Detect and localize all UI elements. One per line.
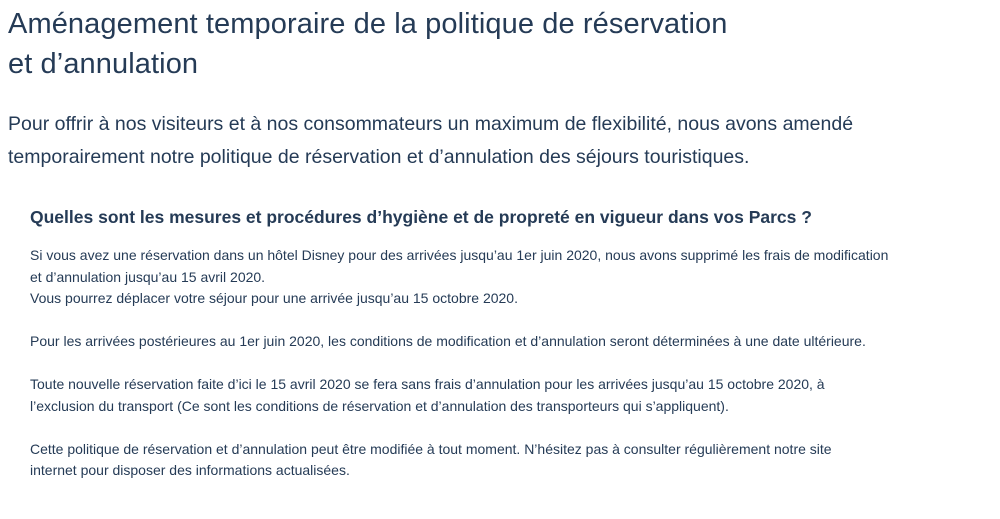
answer-p4-line-1: Cette politique de réservation et d’annulation peut être modifiée à tout moment. N’hésitez pas à consulter régulièrement notre site — [30, 440, 832, 457]
answer-paragraph-1 — [30, 245, 990, 310]
answer-p1-line-2: et d’annulation jusqu’au 15 avril 2020. — [30, 268, 266, 285]
faq-question: Quelles sont les mesures et procédures d’hygiène et de propreté en vigueur dans vos Parcs ? — [30, 207, 812, 227]
answer-paragraph-2: Pour les arrivées postérieures au 1er juin 2020, les conditions de modification et d’annulation seront déterminées à une date ultérieure. — [30, 333, 866, 349]
intro-line-2: temporairement notre politique de réservation et d’annulation des séjours touristiques. — [8, 146, 750, 168]
faq-section — [30, 203, 990, 482]
faq-answer — [30, 245, 990, 482]
answer-paragraph-3 — [30, 374, 990, 417]
answer-p3-line-1: Toute nouvelle réservation faite d’ici le 15 avril 2020 se fera sans frais d’annulation pour les arrivées jusqu’au 15 octobre 2020, à — [30, 376, 825, 392]
answer-p1-line-1: Si vous avez une réservation dans un hôtel Disney pour des arrivées jusqu’au 1er juin 2020, nous avons supprimé les frais de modification — [30, 247, 889, 263]
intro-line-1: Pour offrir à nos visiteurs et à nos consommateurs un maximum de flexibilité, nous avons amendé — [8, 113, 854, 135]
answer-p4-line-2: internet pour disposer des informations actualisées. — [30, 462, 350, 478]
intro-paragraph — [8, 108, 998, 174]
page-title-line-1: Aménagement temporaire de la politique de réservation — [8, 8, 728, 40]
answer-p1-line-3: Vous pourrez déplacer votre séjour pour une arrivée jusqu’au 15 octobre 2020. — [30, 290, 518, 306]
answer-p3-line-2: l’exclusion du transport (Ce sont les conditions de réservation et d’annulation des transporteurs qui s’appliquent). — [30, 397, 729, 414]
page-title-line-2: et d’annulation — [8, 48, 199, 80]
answer-paragraph-4 — [30, 439, 990, 482]
page-title — [8, 4, 908, 84]
